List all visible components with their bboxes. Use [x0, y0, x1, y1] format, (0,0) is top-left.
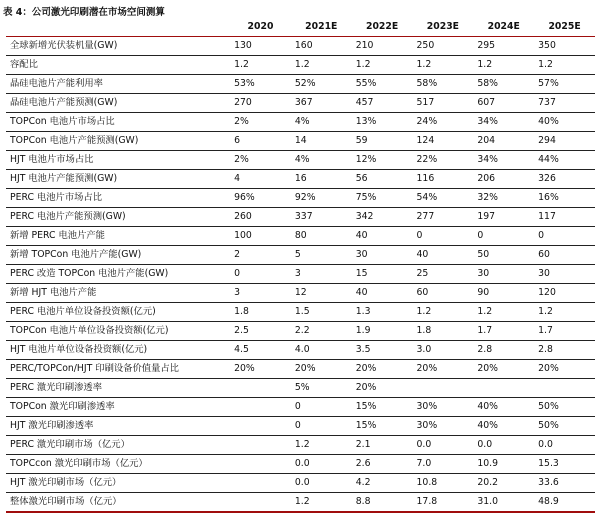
- row-label: 新增 HJT 电池片产能: [10, 287, 97, 298]
- table-row: [6, 417, 595, 436]
- table-row: [6, 436, 595, 455]
- value-cell: 1.2: [538, 306, 553, 317]
- value-cell: 1.2: [234, 59, 249, 70]
- value-cell: 31.0: [477, 496, 499, 507]
- value-cell: 13%: [355, 116, 377, 127]
- value-cell: 204: [477, 135, 496, 146]
- value-cell: 737: [538, 97, 556, 108]
- value-cell: 3: [294, 268, 301, 279]
- value-cell: 100: [234, 230, 252, 241]
- value-cell: 1.7: [477, 325, 493, 336]
- value-cell: 40%: [477, 420, 498, 431]
- table-title: 表 4：公司激光印刷潜在市场空间测算: [3, 7, 165, 18]
- value-cell: 294: [538, 135, 556, 146]
- value-cell: 1.7: [538, 325, 553, 336]
- row-label: HJT 电池片单位设备投资额(亿元): [10, 344, 148, 355]
- header-cell: 2021E: [305, 21, 338, 32]
- table-row: [6, 474, 595, 493]
- value-cell: 10.9: [477, 458, 499, 469]
- value-cell: 1.2: [355, 59, 371, 70]
- value-cell: 4%: [294, 154, 310, 165]
- row-label: HJT 激光印刷市场（亿元）: [10, 477, 122, 488]
- value-cell: 2.8: [477, 344, 493, 355]
- value-cell: 160: [294, 40, 313, 51]
- value-cell: 15: [355, 268, 368, 279]
- value-cell: 1.2: [294, 59, 310, 70]
- table-row: [6, 493, 595, 513]
- value-cell: 0: [538, 230, 545, 241]
- table-row: [6, 151, 595, 170]
- table-row: [6, 227, 595, 246]
- value-cell: 117: [538, 211, 556, 222]
- row-label: PERC 电池片产能预测(GW): [10, 211, 126, 222]
- value-cell: 20%: [416, 363, 438, 374]
- value-cell: 3.5: [355, 344, 371, 355]
- value-cell: 0.0: [294, 458, 310, 469]
- value-cell: 0: [234, 268, 240, 279]
- value-cell: 2.8: [538, 344, 553, 355]
- value-cell: 50%: [538, 420, 559, 431]
- value-cell: 1.9: [355, 325, 371, 336]
- table-row: [6, 132, 595, 151]
- value-cell: 1.2: [294, 496, 310, 507]
- value-cell: 10.8: [416, 477, 438, 488]
- row-label: 整体激光印刷市场（亿元）: [10, 496, 122, 507]
- value-cell: [534, 379, 595, 398]
- value-cell: 1.8: [416, 325, 432, 336]
- value-cell: 3.0: [416, 344, 432, 355]
- table-row: [6, 360, 595, 379]
- table-row: [6, 56, 595, 75]
- value-cell: 2.6: [355, 458, 371, 469]
- header-cell: 2024E: [487, 21, 520, 32]
- value-cell: 197: [477, 211, 496, 222]
- value-cell: 2%: [234, 154, 249, 165]
- value-cell: 17.8: [416, 496, 438, 507]
- row-label: 新增 PERC 电池片产能: [10, 230, 105, 241]
- table-row: [6, 322, 595, 341]
- value-cell: 12: [294, 287, 307, 298]
- table-row: [6, 246, 595, 265]
- value-cell: 4.2: [355, 477, 371, 488]
- value-cell: 2: [234, 249, 240, 260]
- value-cell: 20%: [477, 363, 498, 374]
- value-cell: 1.2: [416, 306, 432, 317]
- value-cell: 14: [294, 135, 307, 146]
- row-label: 容配比: [10, 59, 38, 70]
- value-cell: 367: [294, 97, 313, 108]
- value-cell: 1.2: [477, 306, 493, 317]
- value-cell: 4: [234, 173, 240, 184]
- value-cell: 326: [538, 173, 556, 184]
- value-cell: 40: [355, 287, 368, 298]
- value-cell: 2%: [234, 116, 249, 127]
- row-label: HJT 激光印刷渗透率: [10, 420, 94, 431]
- row-label: 晶硅电池片产能利用率: [10, 78, 103, 89]
- value-cell: [230, 417, 291, 436]
- value-cell: 50%: [538, 401, 559, 412]
- value-cell: 40: [416, 249, 429, 260]
- header-cell: 2025E: [548, 21, 581, 32]
- value-cell: 20%: [355, 363, 377, 374]
- value-cell: 124: [416, 135, 435, 146]
- value-cell: 40%: [538, 116, 559, 127]
- table-row: [6, 379, 595, 398]
- value-cell: 90: [477, 287, 490, 298]
- table-row: [6, 170, 595, 189]
- value-cell: 260: [234, 211, 252, 222]
- table-row: [6, 398, 595, 417]
- value-cell: 59: [355, 135, 368, 146]
- value-cell: 15.3: [538, 458, 559, 469]
- header-cell: 2023E: [426, 21, 460, 32]
- table-row: [6, 284, 595, 303]
- value-cell: 0.0: [416, 439, 432, 450]
- value-cell: 22%: [416, 154, 438, 165]
- value-cell: 75%: [355, 192, 377, 203]
- value-cell: 55%: [355, 78, 377, 89]
- value-cell: 8.8: [355, 496, 371, 507]
- value-cell: 250: [416, 40, 435, 51]
- header-cell: 2020: [247, 21, 274, 32]
- value-cell: 80: [294, 230, 307, 241]
- value-cell: 20%: [538, 363, 559, 374]
- value-cell: 50: [477, 249, 490, 260]
- value-cell: 30%: [416, 401, 438, 412]
- value-cell: 58%: [416, 78, 438, 89]
- value-cell: 25: [416, 268, 429, 279]
- value-cell: [473, 379, 534, 398]
- value-cell: 20%: [355, 382, 377, 393]
- value-cell: 16: [294, 173, 307, 184]
- table-row: [6, 189, 595, 208]
- row-label: TOPCon 电池片单位设备投资额(亿元): [10, 325, 169, 336]
- value-cell: 20%: [294, 363, 316, 374]
- value-cell: 1.3: [355, 306, 371, 317]
- value-cell: 56: [355, 173, 368, 184]
- value-cell: 0.0: [294, 477, 310, 488]
- value-cell: 24%: [416, 116, 438, 127]
- value-cell: 277: [416, 211, 435, 222]
- value-cell: 32%: [477, 192, 498, 203]
- value-cell: 40%: [477, 401, 498, 412]
- row-label: 晶硅电池片产能预测(GW): [10, 97, 118, 108]
- value-cell: 30: [355, 249, 368, 260]
- value-cell: 130: [234, 40, 252, 51]
- table-row: [6, 303, 595, 322]
- value-cell: 607: [477, 97, 496, 108]
- value-cell: 40: [355, 230, 368, 241]
- header-cell: 2022E: [365, 21, 399, 32]
- value-cell: 295: [477, 40, 496, 51]
- row-label: PERC 激光印刷市场（亿元）: [10, 439, 130, 450]
- value-cell: 60: [538, 249, 550, 260]
- market-estimate-table: [6, 18, 595, 513]
- row-label: HJT 电池片产能预测(GW): [10, 173, 118, 184]
- row-label: PERC/TOPCon/HJT 印刷设备价值量占比: [10, 363, 179, 374]
- table-row: [6, 94, 595, 113]
- row-label: TOPCon 电池片市场占比: [10, 116, 115, 127]
- table-row: [6, 265, 595, 284]
- value-cell: 12%: [355, 154, 377, 165]
- value-cell: 44%: [538, 154, 559, 165]
- value-cell: 337: [294, 211, 313, 222]
- table-row: [6, 75, 595, 94]
- value-cell: 30%: [416, 420, 438, 431]
- value-cell: 30: [538, 268, 550, 279]
- value-cell: 1.5: [294, 306, 310, 317]
- value-cell: 1.2: [477, 59, 493, 70]
- value-cell: 1.2: [294, 439, 310, 450]
- value-cell: 34%: [477, 116, 498, 127]
- value-cell: 2.1: [355, 439, 371, 450]
- value-cell: 5: [294, 249, 301, 260]
- value-cell: [230, 474, 291, 493]
- value-cell: 2.5: [234, 325, 249, 336]
- value-cell: 0: [294, 420, 301, 431]
- value-cell: 5%: [294, 382, 310, 393]
- value-cell: 517: [416, 97, 435, 108]
- value-cell: [230, 398, 291, 417]
- value-cell: 0: [294, 401, 301, 412]
- value-cell: 120: [538, 287, 556, 298]
- value-cell: 0.0: [477, 439, 493, 450]
- header-row: [6, 18, 595, 37]
- table-row: [6, 37, 595, 56]
- value-cell: 2.2: [294, 325, 310, 336]
- row-label: 全球新增光伏装机量(GW): [10, 40, 118, 51]
- value-cell: 58%: [477, 78, 498, 89]
- value-cell: 34%: [477, 154, 498, 165]
- value-cell: 20.2: [477, 477, 499, 488]
- value-cell: 457: [355, 97, 374, 108]
- value-cell: 206: [477, 173, 496, 184]
- row-label: PERC 改造 TOPCon 电池片产能(GW): [10, 268, 169, 279]
- value-cell: 0: [416, 230, 423, 241]
- row-label: TOPCcon 激光印刷市场（亿元）: [10, 458, 148, 469]
- value-cell: 6: [234, 135, 240, 146]
- header-cell: [6, 18, 230, 37]
- value-cell: [230, 493, 291, 513]
- value-cell: 0.0: [538, 439, 553, 450]
- value-cell: 20%: [234, 363, 255, 374]
- value-cell: 210: [355, 40, 374, 51]
- row-label: 新增 TOPCon 电池片产能(GW): [10, 249, 142, 260]
- value-cell: 48.9: [538, 496, 559, 507]
- value-cell: 7.0: [416, 458, 432, 469]
- row-label: PERC 电池片单位设备投资额(亿元): [10, 306, 156, 317]
- table-row: [6, 113, 595, 132]
- value-cell: [230, 379, 291, 398]
- table-row: [6, 341, 595, 360]
- value-cell: 350: [538, 40, 556, 51]
- value-cell: 116: [416, 173, 435, 184]
- value-cell: [230, 455, 291, 474]
- value-cell: 33.6: [538, 477, 559, 488]
- value-cell: 54%: [416, 192, 438, 203]
- value-cell: 15%: [355, 401, 377, 412]
- value-cell: 270: [234, 97, 252, 108]
- row-label: HJT 电池片市场占比: [10, 154, 94, 165]
- value-cell: 4.5: [234, 344, 249, 355]
- value-cell: 96%: [234, 192, 255, 203]
- value-cell: 53%: [234, 78, 255, 89]
- value-cell: 30: [477, 268, 490, 279]
- value-cell: 3: [234, 287, 240, 298]
- row-label: TOPCon 电池片产能预测(GW): [10, 135, 139, 146]
- table-row: [6, 208, 595, 227]
- row-label: PERC 激光印刷渗透率: [10, 382, 103, 393]
- value-cell: 0: [477, 230, 484, 241]
- value-cell: 1.8: [234, 306, 249, 317]
- row-label: PERC 电池片市场占比: [10, 192, 103, 203]
- value-cell: 1.2: [538, 59, 553, 70]
- value-cell: 52%: [294, 78, 316, 89]
- row-label: TOPCon 激光印刷渗透率: [10, 401, 115, 412]
- value-cell: 4%: [294, 116, 310, 127]
- value-cell: 342: [355, 211, 374, 222]
- value-cell: [413, 379, 474, 398]
- value-cell: [230, 436, 291, 455]
- value-cell: 15%: [355, 420, 377, 431]
- value-cell: 92%: [294, 192, 316, 203]
- value-cell: 1.2: [416, 59, 432, 70]
- table-row: [6, 455, 595, 474]
- value-cell: 16%: [538, 192, 559, 203]
- value-cell: 57%: [538, 78, 559, 89]
- value-cell: 60: [416, 287, 429, 298]
- value-cell: 4.0: [294, 344, 310, 355]
